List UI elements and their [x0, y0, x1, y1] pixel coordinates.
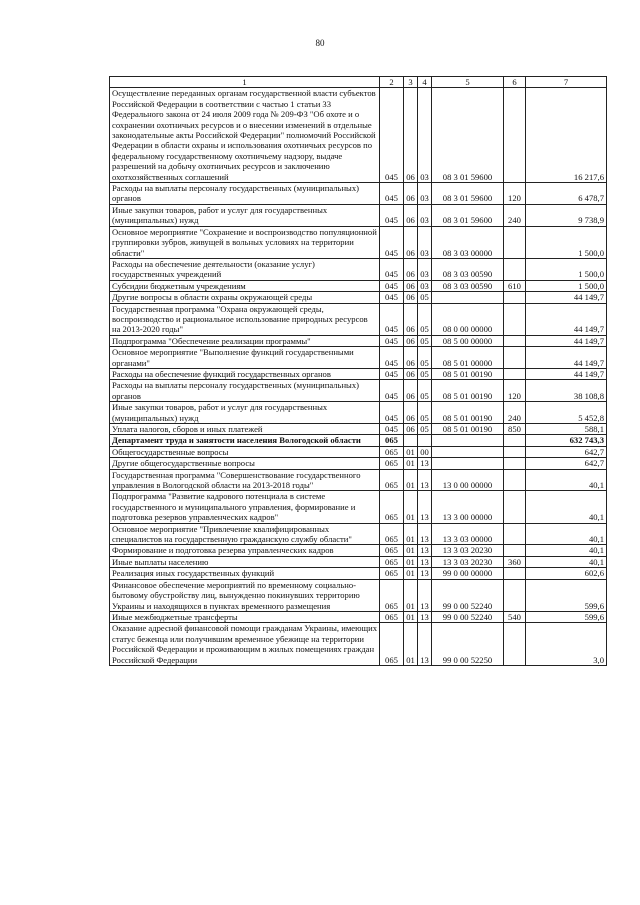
row-expense-type: [504, 303, 526, 335]
row-expense-type: [504, 226, 526, 258]
row-name: Расходы на выплаты персоналу государственных (муниципальных) органов: [110, 380, 380, 402]
row-ministry-code: 045: [380, 347, 404, 369]
table-row: [110, 347, 607, 369]
row-ministry-code: 065: [380, 435, 404, 446]
row-expense-type: [504, 88, 526, 183]
row-section-code: 01: [404, 469, 418, 491]
row-target-article: [432, 292, 504, 303]
row-section-code: 01: [404, 623, 418, 666]
table-row: [110, 280, 607, 291]
table-row: [110, 183, 607, 205]
row-subsection-code: 05: [418, 292, 432, 303]
row-target-article: 08 3 03 00590: [432, 258, 504, 280]
table-row: [110, 402, 607, 424]
row-section-code: 06: [404, 335, 418, 346]
row-amount: 44 149,7: [526, 303, 607, 335]
row-expense-type: [504, 568, 526, 579]
row-subsection-code: 13: [418, 491, 432, 523]
row-name: Подпрограмма "Обеспечение реализации программы": [110, 335, 380, 346]
row-subsection-code: 03: [418, 183, 432, 205]
row-ministry-code: 045: [380, 88, 404, 183]
table-row: [110, 435, 607, 446]
row-section-code: 06: [404, 183, 418, 205]
row-target-article: 99 0 00 00000: [432, 568, 504, 579]
row-subsection-code: 00: [418, 446, 432, 457]
header-cell: 3: [404, 77, 418, 88]
row-expense-type: [504, 623, 526, 666]
row-amount: 44 149,7: [526, 292, 607, 303]
row-ministry-code: 045: [380, 280, 404, 291]
row-subsection-code: 13: [418, 458, 432, 469]
row-subsection-code: 13: [418, 556, 432, 567]
row-expense-type: 540: [504, 611, 526, 622]
row-ministry-code: 065: [380, 579, 404, 611]
row-subsection-code: 13: [418, 568, 432, 579]
row-section-code: 06: [404, 258, 418, 280]
row-subsection-code: 13: [418, 523, 432, 545]
row-ministry-code: 065: [380, 491, 404, 523]
row-section-code: 06: [404, 402, 418, 424]
row-subsection-code: 05: [418, 380, 432, 402]
table-row: [110, 491, 607, 523]
row-target-article: 08 3 03 00590: [432, 280, 504, 291]
row-target-article: 08 3 01 59600: [432, 204, 504, 226]
table-row: [110, 368, 607, 379]
row-amount: 602,6: [526, 568, 607, 579]
table-row: [110, 623, 607, 666]
row-expense-type: [504, 258, 526, 280]
row-amount: 40,1: [526, 523, 607, 545]
table-row: [110, 556, 607, 567]
table-row: [110, 545, 607, 556]
row-name: Государственная программа "Совершенствование государственного управления в Вологодской области на 2013-2018 годы": [110, 469, 380, 491]
row-section-code: 01: [404, 568, 418, 579]
row-expense-type: [504, 491, 526, 523]
row-subsection-code: 05: [418, 368, 432, 379]
row-amount: 1 500,0: [526, 280, 607, 291]
row-name: Расходы на обеспечение функций государственных органов: [110, 368, 380, 379]
budget-table: [109, 76, 607, 666]
row-target-article: 99 0 00 52250: [432, 623, 504, 666]
row-target-article: 99 0 00 52240: [432, 611, 504, 622]
row-expense-type: 240: [504, 402, 526, 424]
row-ministry-code: 065: [380, 568, 404, 579]
row-name: Другие вопросы в области охраны окружающей среды: [110, 292, 380, 303]
row-section-code: 01: [404, 579, 418, 611]
row-expense-type: [504, 458, 526, 469]
row-ministry-code: 045: [380, 335, 404, 346]
table-row: [110, 458, 607, 469]
row-section-code: 06: [404, 226, 418, 258]
row-section-code: 06: [404, 88, 418, 183]
table-row: [110, 226, 607, 258]
table-row: [110, 88, 607, 183]
row-amount: 9 738,9: [526, 204, 607, 226]
row-ministry-code: 045: [380, 258, 404, 280]
row-name: Департамент труда и занятости населения Вологодской области: [110, 435, 380, 446]
table-row: [110, 523, 607, 545]
row-target-article: 13 0 00 00000: [432, 469, 504, 491]
row-target-article: 08 3 01 59600: [432, 88, 504, 183]
table-row: [110, 292, 607, 303]
row-name: Иные межбюджетные трансферты: [110, 611, 380, 622]
row-expense-type: [504, 292, 526, 303]
row-section-code: 06: [404, 380, 418, 402]
row-expense-type: 120: [504, 380, 526, 402]
row-subsection-code: [418, 435, 432, 446]
row-amount: 1 500,0: [526, 258, 607, 280]
row-name: Формирование и подготовка резерва управленческих кадров: [110, 545, 380, 556]
row-section-code: 06: [404, 204, 418, 226]
row-expense-type: [504, 545, 526, 556]
row-target-article: 13 3 00 00000: [432, 491, 504, 523]
row-name: Другие общегосударственные вопросы: [110, 458, 380, 469]
row-name: Реализация иных государственных функций: [110, 568, 380, 579]
table-row: [110, 446, 607, 457]
row-target-article: 13 3 03 20230: [432, 545, 504, 556]
row-expense-type: [504, 335, 526, 346]
row-ministry-code: 065: [380, 458, 404, 469]
row-section-code: 01: [404, 545, 418, 556]
row-subsection-code: 13: [418, 611, 432, 622]
row-section-code: 01: [404, 446, 418, 457]
row-target-article: 08 3 01 59600: [432, 183, 504, 205]
row-name: Иные закупки товаров, работ и услуг для государственных (муниципальных) нужд: [110, 402, 380, 424]
row-section-code: 06: [404, 292, 418, 303]
row-amount: 3,0: [526, 623, 607, 666]
row-expense-type: [504, 368, 526, 379]
table-row: [110, 380, 607, 402]
row-ministry-code: 045: [380, 368, 404, 379]
row-subsection-code: 13: [418, 545, 432, 556]
row-name: Иные выплаты населению: [110, 556, 380, 567]
row-amount: 40,1: [526, 469, 607, 491]
row-subsection-code: 13: [418, 579, 432, 611]
row-target-article: 08 5 01 00190: [432, 380, 504, 402]
row-name: Общегосударственные вопросы: [110, 446, 380, 457]
header-cell: 1: [110, 77, 380, 88]
row-amount: 5 452,8: [526, 402, 607, 424]
row-expense-type: 850: [504, 424, 526, 435]
row-amount: 44 149,7: [526, 347, 607, 369]
row-expense-type: [504, 435, 526, 446]
row-section-code: 06: [404, 424, 418, 435]
row-subsection-code: 03: [418, 280, 432, 291]
row-name: Подпрограмма "Развитие кадрового потенциала в системе государственного и муниципального управления, формирование и подготовка резервов управленческих кадров": [110, 491, 380, 523]
row-section-code: 06: [404, 347, 418, 369]
row-name: Осуществление переданных органам государственной власти субъектов Российской Федерации в соответствии с частью 1 статьи 33 Федерального закона от 24 июля 2009 года № 209-ФЗ "Об охоте и о сохранении охотничьих ресурсов и о внесении изменений в отдельные законодательные акты Российской Федерации" полномочий Российской Федерации в области охраны и использования охотничьих ресурсов по федеральному государственному охотничьему надзору, выдаче разрешений на добычу охотничьих ресурсов и заключению охотхозяйственных соглашений: [110, 88, 380, 183]
row-amount: 599,6: [526, 579, 607, 611]
row-section-code: 06: [404, 280, 418, 291]
row-name: Субсидии бюджетным учреждениям: [110, 280, 380, 291]
row-name: Основное мероприятие "Выполнение функций государственными органами": [110, 347, 380, 369]
row-target-article: [432, 458, 504, 469]
row-subsection-code: 03: [418, 88, 432, 183]
table-row: [110, 611, 607, 622]
row-expense-type: [504, 446, 526, 457]
row-subsection-code: 13: [418, 469, 432, 491]
row-section-code: 01: [404, 491, 418, 523]
row-target-article: 08 5 01 00190: [432, 368, 504, 379]
row-subsection-code: 05: [418, 335, 432, 346]
table-header-row: [110, 77, 607, 88]
row-target-article: 08 5 01 00000: [432, 347, 504, 369]
row-subsection-code: 03: [418, 258, 432, 280]
row-amount: 6 478,7: [526, 183, 607, 205]
row-expense-type: [504, 579, 526, 611]
header-cell: 7: [526, 77, 607, 88]
row-amount: 44 149,7: [526, 335, 607, 346]
row-ministry-code: 045: [380, 380, 404, 402]
row-amount: 38 108,8: [526, 380, 607, 402]
row-ministry-code: 045: [380, 424, 404, 435]
row-expense-type: 360: [504, 556, 526, 567]
row-section-code: 01: [404, 523, 418, 545]
row-target-article: 08 5 01 00190: [432, 424, 504, 435]
row-name: Основное мероприятие "Сохранение и воспроизводство популяционной группировки зубров, живущей в вольных условиях на территории области": [110, 226, 380, 258]
row-name: Финансовое обеспечение мероприятий по временному социально-бытовому обустройству лиц, вынужденно покинувших территорию Украины и находящихся в пунктах временного размещения: [110, 579, 380, 611]
row-ministry-code: 065: [380, 556, 404, 567]
header-cell: 2: [380, 77, 404, 88]
row-subsection-code: 05: [418, 402, 432, 424]
row-subsection-code: 03: [418, 226, 432, 258]
page-number: 80: [315, 38, 325, 48]
row-expense-type: [504, 469, 526, 491]
row-amount: 642,7: [526, 458, 607, 469]
row-target-article: 08 0 00 00000: [432, 303, 504, 335]
row-subsection-code: 05: [418, 303, 432, 335]
row-target-article: 08 3 03 00000: [432, 226, 504, 258]
row-ministry-code: 045: [380, 226, 404, 258]
row-section-code: [404, 435, 418, 446]
table-row: [110, 469, 607, 491]
row-target-article: 08 5 00 00000: [432, 335, 504, 346]
row-section-code: 06: [404, 368, 418, 379]
row-amount: 632 743,3: [526, 435, 607, 446]
row-target-article: 08 5 01 00190: [432, 402, 504, 424]
table-row: [110, 204, 607, 226]
row-ministry-code: 065: [380, 611, 404, 622]
row-section-code: 01: [404, 611, 418, 622]
header-cell: 6: [504, 77, 526, 88]
table-row: [110, 424, 607, 435]
row-amount: 16 217,6: [526, 88, 607, 183]
row-ministry-code: 065: [380, 545, 404, 556]
row-expense-type: 610: [504, 280, 526, 291]
row-name: Оказание адресной финансовой помощи гражданам Украины, имеющих статус беженца или получившим временное убежище на территории Российской Федерации и проживающим в жилых помещениях граждан Российской Федерации: [110, 623, 380, 666]
row-section-code: 01: [404, 556, 418, 567]
row-expense-type: [504, 523, 526, 545]
row-target-article: 13 3 03 20230: [432, 556, 504, 567]
row-target-article: [432, 446, 504, 457]
header-cell: 4: [418, 77, 432, 88]
row-ministry-code: 045: [380, 402, 404, 424]
row-amount: 599,6: [526, 611, 607, 622]
row-expense-type: 120: [504, 183, 526, 205]
row-name: Государственная программа "Охрана окружающей среды, воспроизводство и рациональное использование природных ресурсов на 2013-2020 годы": [110, 303, 380, 335]
row-subsection-code: 13: [418, 623, 432, 666]
table-row: [110, 568, 607, 579]
row-ministry-code: 045: [380, 183, 404, 205]
row-name: Основное мероприятие "Привлечение квалифицированных специалистов на государственную гражданскую службу области": [110, 523, 380, 545]
row-amount: 1 500,0: [526, 226, 607, 258]
row-ministry-code: 065: [380, 623, 404, 666]
header-cell: 5: [432, 77, 504, 88]
row-expense-type: 240: [504, 204, 526, 226]
row-name: Уплата налогов, сборов и иных платежей: [110, 424, 380, 435]
row-ministry-code: 045: [380, 204, 404, 226]
row-name: Иные закупки товаров, работ и услуг для государственных (муниципальных) нужд: [110, 204, 380, 226]
row-name: Расходы на обеспечение деятельности (оказание услуг) государственных учреждений: [110, 258, 380, 280]
row-amount: 642,7: [526, 446, 607, 457]
row-ministry-code: 065: [380, 523, 404, 545]
table-row: [110, 303, 607, 335]
table-row: [110, 579, 607, 611]
row-amount: 588,1: [526, 424, 607, 435]
row-amount: 40,1: [526, 491, 607, 523]
row-expense-type: [504, 347, 526, 369]
table-row: [110, 335, 607, 346]
row-ministry-code: 065: [380, 469, 404, 491]
table-row: [110, 258, 607, 280]
row-ministry-code: 045: [380, 292, 404, 303]
row-amount: 40,1: [526, 556, 607, 567]
row-subsection-code: 05: [418, 424, 432, 435]
row-ministry-code: 065: [380, 446, 404, 457]
row-section-code: 01: [404, 458, 418, 469]
row-subsection-code: 05: [418, 347, 432, 369]
row-target-article: [432, 435, 504, 446]
row-subsection-code: 03: [418, 204, 432, 226]
row-name: Расходы на выплаты персоналу государственных (муниципальных) органов: [110, 183, 380, 205]
row-target-article: 99 0 00 52240: [432, 579, 504, 611]
row-amount: 40,1: [526, 545, 607, 556]
row-section-code: 06: [404, 303, 418, 335]
row-target-article: 13 3 03 00000: [432, 523, 504, 545]
row-amount: 44 149,7: [526, 368, 607, 379]
row-ministry-code: 045: [380, 303, 404, 335]
